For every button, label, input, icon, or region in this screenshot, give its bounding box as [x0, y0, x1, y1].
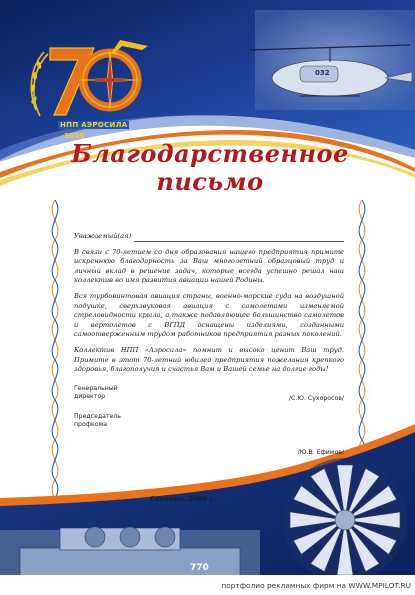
footer-credit: портфолио рекламных фирм на WWW.MPILOT.RU	[221, 581, 411, 590]
svg-text:770: 770	[190, 563, 209, 573]
signature-role-line: директор	[74, 393, 106, 400]
title-line-1: Благодарственное	[71, 139, 349, 168]
signature-role	[74, 385, 118, 401]
right-ornament	[359, 200, 365, 480]
logo-year: 2009	[64, 132, 85, 140]
paragraph: Коллектив НПП «Аэросила» помнит и высоко ценит Ваш труд. Примите в этот 70-летний юбилей предприятия пожелания крепкого здоровья, благополучия и счастья Вам и Вашей семье на долгие годы!	[74, 345, 344, 374]
document-title	[60, 140, 360, 196]
signature-role-line: профкома	[74, 421, 108, 428]
signature-name: /Ю.В. Ефимов/	[297, 449, 344, 456]
greeting-text: Уважаемый(ая)	[74, 232, 132, 240]
recipient-name-line	[134, 235, 344, 242]
signature-name: /С.Ю. Сухоросов/	[288, 395, 344, 402]
svg-text:032: 032	[315, 69, 330, 77]
left-ornament	[52, 200, 58, 520]
propeller-icon	[283, 458, 407, 582]
signature-role-line: Председатель	[74, 413, 121, 420]
paragraph: В связи с 70-летием со дня образования нашего предприятия примите искреннюю благодарность за Ваш многолетний образцовый труд и личный вклад в решение задач, которые всегда успешно решал наш коллектив во имя развития авиации нашей Родины.	[74, 247, 344, 285]
greeting-row	[74, 232, 344, 242]
signature-block	[74, 413, 344, 456]
title-line-2: письмо	[156, 167, 264, 196]
company-logo	[22, 30, 152, 140]
logo-company-name: НПП АЭРОСИЛА	[60, 121, 128, 129]
paragraph: Вся турбовинтовая авиация страны, военно-морские суда на воздушной подушке, сверхзвуковая авиация с самолетами изменяемой стреловидности крыла, а также подавляющее большинство самолетов и вертолетов с ВГПД оснащены изделиями, созданными самоотверженным трудом работников предприятия разных поколений.	[74, 291, 344, 339]
place-and-date: Ступино, 2009 г.	[150, 495, 217, 503]
letter-body	[74, 232, 344, 381]
signature-role-line: Генеральный	[74, 385, 118, 392]
signature-block	[74, 385, 344, 405]
signature-role	[74, 413, 121, 429]
